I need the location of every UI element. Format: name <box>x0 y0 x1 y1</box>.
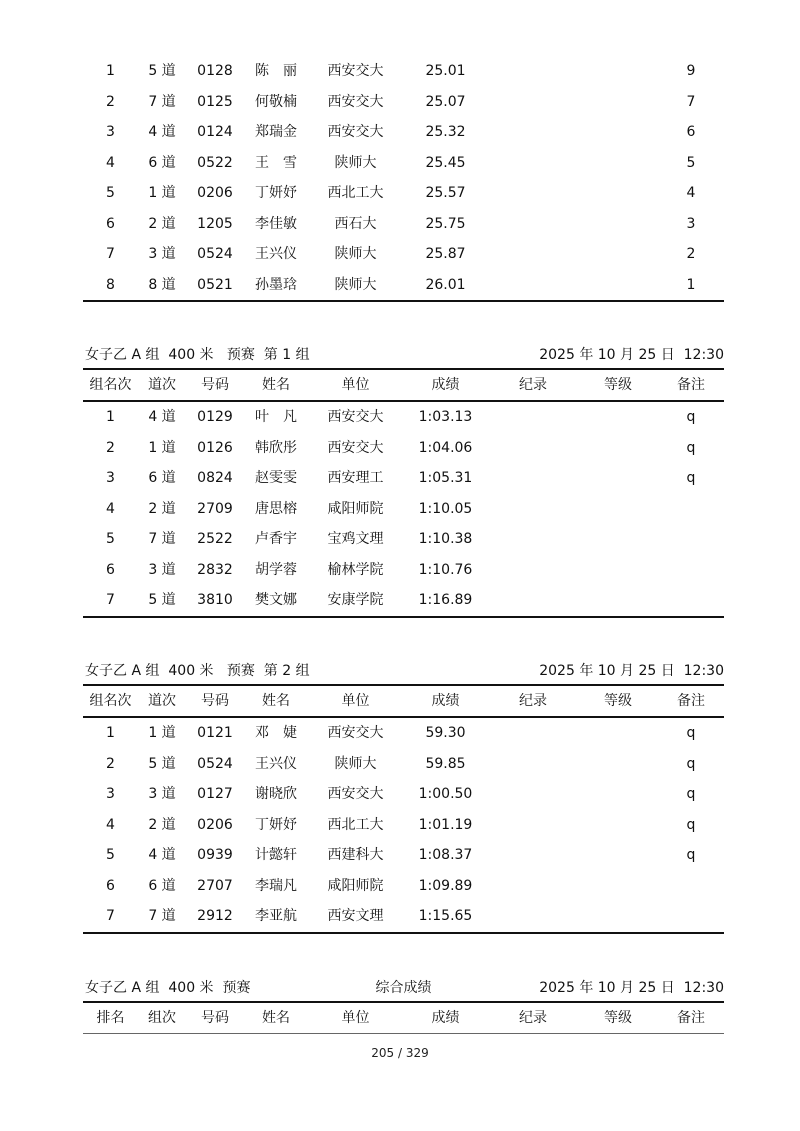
table-cell: 榆林学院 <box>327 561 384 578</box>
summary-title-row <box>83 973 724 1003</box>
table-cell <box>488 117 578 148</box>
table-row <box>83 56 724 87</box>
table-cell: 0125 <box>197 93 233 110</box>
table-cell: 西安交大 <box>327 124 384 140</box>
table-cell: 2 <box>106 93 115 110</box>
table-cell: 陕师大 <box>334 755 377 772</box>
table-cell: 樊文娜 <box>255 592 297 608</box>
group2-title-row <box>83 656 724 686</box>
table-cell <box>578 840 658 871</box>
table-cell: 6 道 <box>148 154 176 171</box>
table-cell: 0524 <box>197 755 233 772</box>
table-cell <box>488 749 578 780</box>
table-cell <box>658 555 724 586</box>
table-cell: 8 <box>106 276 115 293</box>
column-header: 等级 <box>604 1010 632 1026</box>
table-cell: 3 <box>106 470 115 486</box>
table-row <box>83 494 724 525</box>
table-cell: 郑瑞金 <box>255 124 297 140</box>
table-cell: 1 道 <box>148 725 176 741</box>
table-cell: 王 雪 <box>255 154 297 171</box>
table-row <box>83 585 724 616</box>
table-cell: 8 道 <box>148 276 176 293</box>
table-cell <box>578 749 658 780</box>
column-header: 等级 <box>604 693 632 709</box>
table-row <box>83 433 724 464</box>
table-cell: 0128 <box>197 63 233 79</box>
table-cell: 3 道 <box>148 561 176 578</box>
summary-datetime: 2025 年 10 月 25 日 12:30 <box>539 980 724 996</box>
table-cell <box>488 585 578 616</box>
table-cell: 4 <box>106 500 115 517</box>
table-cell <box>488 148 578 179</box>
table-cell: 1 <box>106 409 115 425</box>
table-cell <box>578 779 658 810</box>
table-cell: 5 <box>106 531 115 547</box>
table-row <box>83 718 724 749</box>
table-cell: 1:16.89 <box>418 592 473 608</box>
table-cell <box>658 585 724 616</box>
table-cell <box>488 56 578 87</box>
table-cell: 5 <box>106 847 115 863</box>
table-cell <box>578 871 658 902</box>
table-cell: 5 道 <box>148 592 176 608</box>
table-cell: q <box>686 470 696 486</box>
table-cell: 6 <box>106 877 115 894</box>
table-row <box>83 270 724 301</box>
group2-header-row <box>83 686 724 718</box>
table-cell <box>658 901 724 932</box>
table-cell <box>488 779 578 810</box>
table-cell: 西安文理 <box>327 908 384 924</box>
column-header: 号码 <box>201 693 229 709</box>
table-cell <box>578 555 658 586</box>
column-header: 组名次 <box>89 377 132 393</box>
table-cell: 4 道 <box>148 409 176 425</box>
table-cell <box>578 148 658 179</box>
table-cell: 1 道 <box>148 439 176 456</box>
table-cell: 0824 <box>197 470 233 486</box>
table-cell: 2 道 <box>148 500 176 517</box>
table-cell: 西安交大 <box>327 409 384 425</box>
table-cell: 0121 <box>197 725 233 741</box>
table-cell: q <box>686 786 696 802</box>
table-cell: q <box>686 725 696 741</box>
table-cell: 0521 <box>197 276 233 293</box>
table-cell: 2832 <box>197 561 233 578</box>
table-cell: 3 <box>106 786 115 802</box>
table-cell <box>578 178 658 209</box>
table-cell: 7 道 <box>148 908 176 924</box>
table-cell <box>658 871 724 902</box>
table-cell: 李瑞凡 <box>255 877 297 894</box>
table-cell <box>488 239 578 270</box>
table-cell <box>578 270 658 301</box>
column-header: 纪录 <box>519 377 547 393</box>
table-row <box>83 555 724 586</box>
column-header: 排名 <box>96 1010 125 1026</box>
table-cell: 西建科大 <box>327 847 384 863</box>
table-cell: 宝鸡文理 <box>327 531 384 547</box>
table-cell: q <box>686 409 696 425</box>
table-cell: 4 <box>106 154 115 171</box>
table-row <box>83 871 724 902</box>
table-cell: 5 道 <box>148 755 176 772</box>
table-cell: 9 <box>686 63 696 79</box>
group2-section <box>83 656 724 934</box>
table-cell: 6 <box>106 215 115 232</box>
table-cell: 25.57 <box>425 185 466 201</box>
table-cell <box>578 810 658 841</box>
column-header: 纪录 <box>519 1010 547 1026</box>
table-cell: 25.32 <box>425 124 466 140</box>
table-cell: 2 道 <box>148 215 176 232</box>
table-cell <box>578 494 658 525</box>
table-cell: 5 <box>106 185 115 201</box>
table-cell: 4 道 <box>148 847 176 863</box>
summary-section <box>83 973 724 1034</box>
table-cell: 59.85 <box>425 755 466 772</box>
table-cell: 2522 <box>197 531 233 547</box>
table-cell: 何敬楠 <box>255 93 297 110</box>
table-divider <box>83 300 724 302</box>
column-header: 成绩 <box>431 1010 460 1026</box>
table-cell: 1:10.05 <box>418 500 473 517</box>
group1-results-body <box>83 402 724 616</box>
table-cell: 2707 <box>197 877 233 894</box>
table-cell: 1:10.76 <box>418 561 473 578</box>
page-number: 205 / 329 <box>371 1046 429 1060</box>
table-cell: 0522 <box>197 154 233 171</box>
table-cell <box>488 810 578 841</box>
table-cell <box>578 901 658 932</box>
table-cell: 1 <box>106 725 115 741</box>
table-cell <box>488 402 578 433</box>
table-cell: 25.45 <box>425 154 466 171</box>
table-cell <box>578 433 658 464</box>
table-cell <box>578 87 658 118</box>
table-row <box>83 840 724 871</box>
group2-title: 女子乙 A 组 400 米 预赛 第 2 组 <box>85 663 310 679</box>
group2-results-body <box>83 718 724 932</box>
column-header: 成绩 <box>431 377 460 393</box>
column-header: 道次 <box>148 377 176 393</box>
table-cell: 7 道 <box>148 531 176 547</box>
table-row <box>83 148 724 179</box>
table-row <box>83 178 724 209</box>
table-cell: 西安理工 <box>327 470 384 486</box>
table-cell: 陕师大 <box>334 276 377 293</box>
table-cell: 西安交大 <box>327 439 384 456</box>
table-cell <box>488 555 578 586</box>
table-cell: 1:01.19 <box>418 816 473 833</box>
column-header: 号码 <box>201 377 229 393</box>
table-cell <box>578 209 658 240</box>
table-cell: 5 <box>686 154 696 171</box>
table-cell: 1:00.50 <box>418 786 473 802</box>
table-cell <box>578 524 658 555</box>
column-header: 道次 <box>148 693 176 709</box>
table-cell: 25.87 <box>425 246 466 262</box>
summary-header-row <box>83 1003 724 1034</box>
table-cell <box>488 901 578 932</box>
table-cell <box>578 402 658 433</box>
table-cell: 咸阳师院 <box>327 500 384 517</box>
table-cell: 计懿轩 <box>255 847 297 863</box>
table-cell <box>658 524 724 555</box>
top-results-body <box>83 56 724 300</box>
table-cell: 谢晓欣 <box>255 786 297 802</box>
table-cell: 孙墨琀 <box>255 276 297 293</box>
column-header: 组次 <box>148 1010 176 1026</box>
table-row <box>83 239 724 270</box>
group2-datetime: 2025 年 10 月 25 日 12:30 <box>539 663 724 679</box>
table-cell: 26.01 <box>425 276 466 293</box>
table-cell: 1 <box>686 276 696 293</box>
table-cell: q <box>686 439 696 456</box>
top-results-table <box>83 56 724 302</box>
group1-datetime: 2025 年 10 月 25 日 12:30 <box>539 347 724 363</box>
table-cell: 胡学蓉 <box>255 561 297 578</box>
table-cell: 西安交大 <box>327 725 384 741</box>
table-cell: 1:15.65 <box>418 908 473 924</box>
table-cell <box>488 433 578 464</box>
table-cell: 0206 <box>197 816 233 833</box>
table-cell: 丁妍妤 <box>255 816 297 833</box>
table-cell: 西安交大 <box>327 93 384 110</box>
table-cell: 2912 <box>197 908 233 924</box>
table-cell: 陕师大 <box>334 246 377 262</box>
table-cell: 1:05.31 <box>418 470 473 486</box>
column-header: 备注 <box>677 693 705 709</box>
table-cell: 0127 <box>197 786 233 802</box>
table-cell <box>578 585 658 616</box>
summary-title: 女子乙 A 组 400 米 预赛 <box>85 980 251 996</box>
table-cell: 4 <box>106 816 115 833</box>
column-header: 等级 <box>604 377 632 393</box>
table-cell: 咸阳师院 <box>327 877 384 894</box>
table-cell: 1205 <box>197 215 233 232</box>
table-cell: 1:03.13 <box>418 409 473 425</box>
table-cell: 王兴仪 <box>255 246 297 262</box>
table-cell: 2 <box>106 439 115 456</box>
table-cell <box>488 494 578 525</box>
column-header: 姓名 <box>262 693 290 709</box>
table-cell <box>488 840 578 871</box>
table-cell: 7 道 <box>148 93 176 110</box>
table-cell: 西安交大 <box>327 63 384 79</box>
table-cell <box>658 494 724 525</box>
table-cell: 邓 婕 <box>255 725 297 741</box>
table-cell: 3 道 <box>148 246 176 262</box>
table-cell: 7 <box>106 908 115 924</box>
table-row <box>83 402 724 433</box>
table-row <box>83 463 724 494</box>
table-cell: 西北工大 <box>327 816 384 833</box>
group1-title: 女子乙 A 组 400 米 预赛 第 1 组 <box>85 347 310 363</box>
table-cell: 0129 <box>197 409 233 425</box>
table-cell: 6 道 <box>148 470 176 486</box>
table-cell: 西石大 <box>334 215 377 232</box>
table-cell: 卢香宇 <box>255 531 297 547</box>
table-cell: 7 <box>106 592 115 608</box>
table-cell: 3 道 <box>148 786 176 802</box>
column-header: 号码 <box>201 1010 229 1026</box>
group1-title-row <box>83 340 724 370</box>
table-cell: 李亚航 <box>255 908 297 924</box>
group1-header-row <box>83 370 724 402</box>
table-cell: 唐思榕 <box>255 500 297 517</box>
table-cell: 5 道 <box>148 63 176 79</box>
table-divider <box>83 616 724 618</box>
table-cell: 25.07 <box>425 93 466 110</box>
table-cell: 1 道 <box>148 185 176 201</box>
table-cell: 2 道 <box>148 816 176 833</box>
table-cell <box>578 56 658 87</box>
column-header: 姓名 <box>262 377 290 393</box>
table-cell: 7 <box>106 246 115 262</box>
column-header: 备注 <box>677 1010 705 1026</box>
table-cell: 59.30 <box>425 725 466 741</box>
table-cell: 2 <box>686 246 696 262</box>
table-cell: 叶 凡 <box>255 409 297 425</box>
table-cell: 25.01 <box>425 63 466 79</box>
table-cell: 1 <box>106 63 115 79</box>
table-row <box>83 749 724 780</box>
table-cell <box>488 463 578 494</box>
table-cell: 7 <box>686 93 696 110</box>
table-cell <box>578 239 658 270</box>
table-cell <box>488 871 578 902</box>
table-cell: 6 <box>106 561 115 578</box>
table-row <box>83 117 724 148</box>
table-cell: 1:04.06 <box>418 439 473 456</box>
table-cell: 2709 <box>197 500 233 517</box>
table-cell: q <box>686 755 696 772</box>
table-cell <box>578 463 658 494</box>
table-cell: 25.75 <box>425 215 466 232</box>
table-divider <box>83 932 724 934</box>
column-header: 备注 <box>677 377 705 393</box>
table-cell: 3 <box>106 124 115 140</box>
column-header: 姓名 <box>262 1010 290 1026</box>
table-cell: 西安交大 <box>327 786 384 802</box>
table-cell: 4 道 <box>148 124 176 140</box>
summary-center-title: 综合成绩 <box>375 980 432 996</box>
table-cell: 1:10.38 <box>418 531 473 547</box>
table-cell <box>488 524 578 555</box>
table-cell: 王兴仪 <box>255 755 297 772</box>
table-cell <box>488 178 578 209</box>
column-header: 纪录 <box>519 693 547 709</box>
column-header: 单位 <box>341 1010 370 1026</box>
table-cell: 4 <box>686 185 696 201</box>
table-cell: 陈 丽 <box>255 63 297 79</box>
table-cell <box>488 270 578 301</box>
table-row <box>83 901 724 932</box>
table-row <box>83 524 724 555</box>
table-cell: 2 <box>106 755 115 772</box>
table-cell: 3 <box>686 215 696 232</box>
column-header: 成绩 <box>431 693 460 709</box>
table-cell: 韩欣彤 <box>255 439 297 456</box>
table-cell: 0939 <box>197 847 233 863</box>
table-cell: 3810 <box>197 592 233 608</box>
table-row <box>83 209 724 240</box>
table-row <box>83 87 724 118</box>
table-row <box>83 810 724 841</box>
table-cell: q <box>686 847 696 863</box>
table-cell <box>488 209 578 240</box>
table-row <box>83 779 724 810</box>
column-header: 组名次 <box>89 693 132 709</box>
group1-section <box>83 340 724 618</box>
table-cell: 李佳敏 <box>255 215 297 232</box>
column-header: 单位 <box>341 693 370 709</box>
table-cell: q <box>686 816 696 833</box>
table-cell: 安康学院 <box>327 592 384 608</box>
table-cell: 6 道 <box>148 877 176 894</box>
table-cell <box>578 718 658 749</box>
table-cell: 1:08.37 <box>418 847 473 863</box>
table-cell: 0206 <box>197 185 233 201</box>
column-header: 单位 <box>341 377 370 393</box>
table-cell: 陕师大 <box>334 154 377 171</box>
table-cell: 0124 <box>197 124 233 140</box>
table-cell: 0126 <box>197 439 233 456</box>
table-cell: 6 <box>686 124 696 140</box>
table-cell: 0524 <box>197 246 233 262</box>
table-cell: 赵雯雯 <box>255 470 297 486</box>
table-cell <box>488 718 578 749</box>
table-cell: 丁妍妤 <box>255 185 297 201</box>
table-cell <box>488 87 578 118</box>
table-cell: 1:09.89 <box>418 877 473 894</box>
table-cell: 西北工大 <box>327 185 384 201</box>
table-cell <box>578 117 658 148</box>
